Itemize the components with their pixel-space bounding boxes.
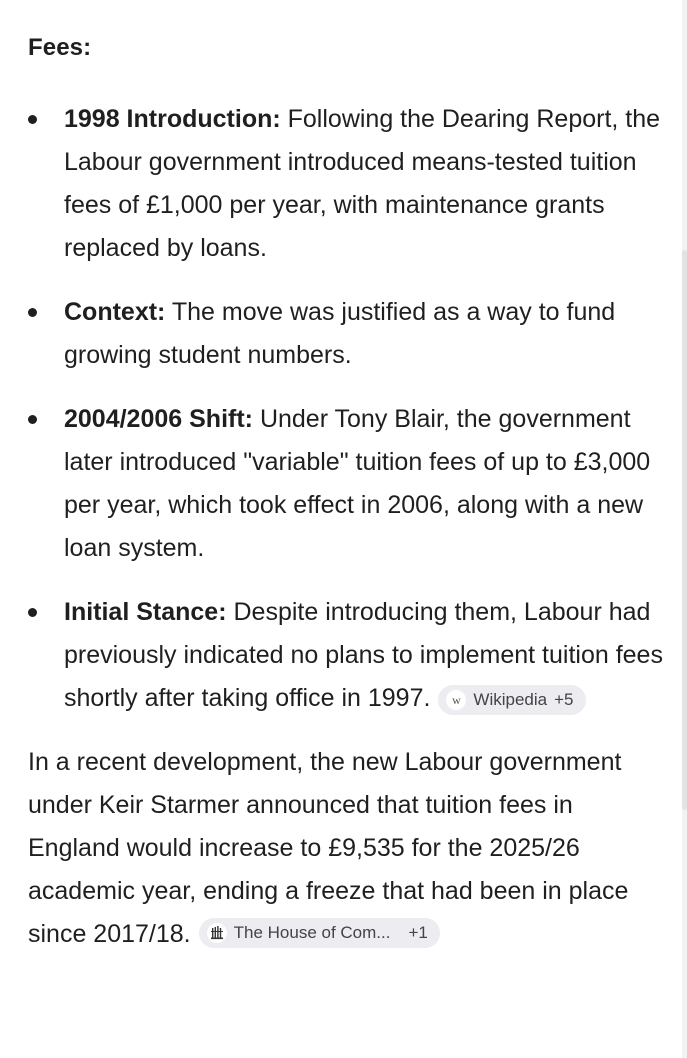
bullet-text: Under Tony Blair, the government later introduced "variable" tuition fees of up to £3,000 per year, which took effect in 2006, along with a new loan system. bbox=[64, 405, 651, 562]
paragraph-text: In a recent development, the new Labour government under Keir Starmer announced that tuition fees in England would increase to £9,535 for the 2025/26 academic year, ending a freeze that had been in place since 2017/18. bbox=[28, 748, 629, 948]
bullet-label: 1998 Introduction: bbox=[64, 105, 281, 133]
bullet-label: Initial Stance: bbox=[64, 598, 227, 626]
source-chip-parliament[interactable] bbox=[199, 918, 440, 948]
bullet-text: Following the Dearing Report, the Labour government introduced means-tested tuition fees of £1,000 per year, with maintenance grants replaced by loans. bbox=[64, 105, 661, 262]
bullet-icon bbox=[28, 115, 37, 124]
bullet-label: 2004/2006 Shift: bbox=[64, 405, 253, 433]
list-item bbox=[28, 591, 668, 720]
response-content bbox=[28, 28, 668, 956]
parliament-icon bbox=[207, 923, 227, 943]
source-chip-wikipedia[interactable] bbox=[438, 685, 585, 715]
list-item bbox=[28, 398, 668, 570]
source-chip-count: +5 bbox=[554, 690, 574, 709]
wikipedia-icon: w bbox=[446, 690, 466, 710]
bullet-icon bbox=[28, 415, 37, 424]
bullet-icon bbox=[28, 308, 37, 317]
source-chip-label: Wikipedia bbox=[473, 690, 548, 709]
bullet-icon bbox=[28, 608, 37, 617]
summary-paragraph bbox=[28, 741, 658, 956]
scrollbar-thumb[interactable] bbox=[682, 250, 687, 810]
source-chip-count: +1 bbox=[408, 923, 428, 942]
section-heading: Fees: bbox=[28, 34, 92, 61]
scrollbar-track[interactable] bbox=[682, 0, 687, 1058]
list-item bbox=[28, 98, 668, 270]
bullet-text: The move was justified as a way to fund growing student numbers. bbox=[64, 298, 616, 369]
list-item bbox=[28, 291, 668, 377]
source-chip-label: The House of Com... bbox=[233, 923, 391, 942]
bullet-text: Despite introducing them, Labour had previously indicated no plans to implement tuition fees shortly after taking office in 1997. bbox=[64, 598, 663, 712]
bullet-list bbox=[28, 98, 668, 720]
bullet-label: Context: bbox=[64, 298, 166, 326]
